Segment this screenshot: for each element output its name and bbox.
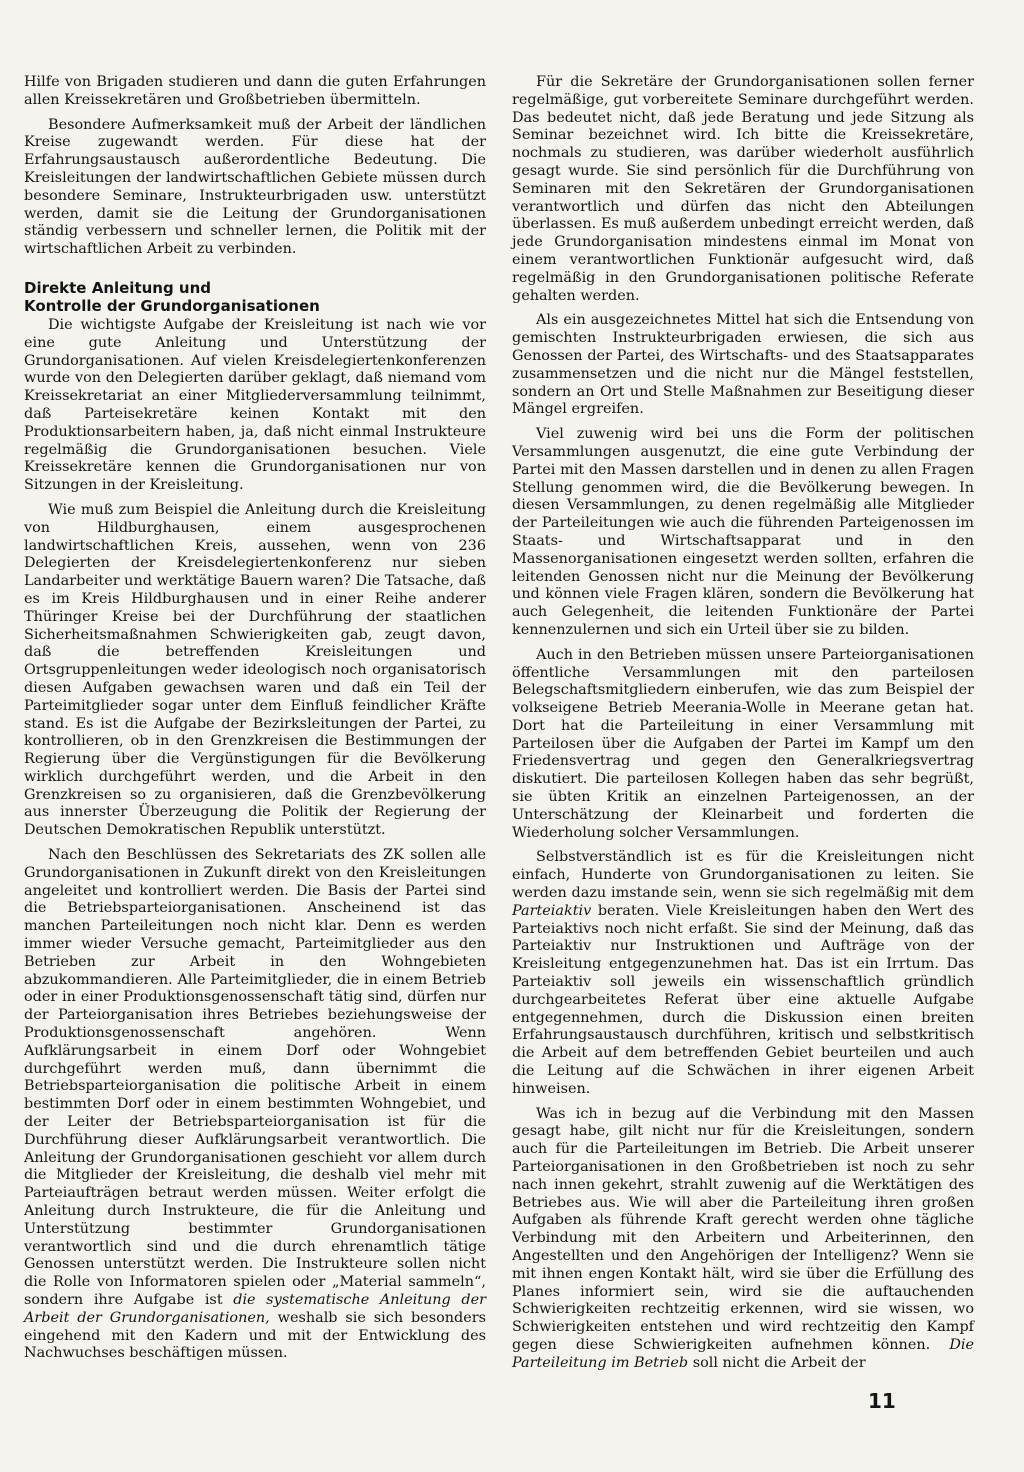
text-run: soll nicht die Arbeit der	[692, 1354, 866, 1371]
paragraph: Wie muß zum Beispiel die Anleitung durch die Kreisleitung von Hildburghausen, einem ausgesprochenen landwirtschaftlichen Kreis, aussehen, wenn von 236 Delegierten der Kreisdelegiertenkonferenz nur sieben Landarbeiter und werktätige Bauern waren? Die Tatsache, daß es im Kreis Hildburghausen und in einer Reihe anderer Thüringer Kreise bei der Durchführung der staatlichen Sicherheitsmaßnahmen Schwierigkeiten gab, zeugt davon, daß die betreffenden Kreisleitungen und Ortsgruppenleitungen weder ideologisch noch organisatorisch diesen Aufgaben gewachsen waren und daß ein Teil der Parteimitglieder sogar unter dem Einfluß feindlicher Kräfte stand. Es ist die Aufgabe der Bezirksleitungen der Partei, zu kontrollieren, ob in den Grenzkreisen die Bestimmungen der Regierung über die Vergünstigungen für die Bevölkerung wirklich durchgeführt werden, und die Arbeit in den Grenzkreisen so zu organisieren, daß die Grenzbevölkerung aus innerster Überzeugung die Politik der Regierung der Deutschen Demokratischen Republik unterstützt.	[24, 501, 486, 839]
section-heading	[24, 279, 486, 315]
right-column	[512, 74, 974, 1380]
paragraph: Viel zuwenig wird bei uns die Form der politischen Versammlungen ausgenutzt, die eine gute Verbindung der Partei mit den Massen darstellen und in denen zu allen Fragen Stellung genommen wird, die die Bevölkerung bewegen. In diesen Versammlungen, zu denen regelmäßig alle Mitglieder der Parteileitungen wie auch die führenden Parteigenossen im Staats- und Wirtschaftsapparat und in den Massenorganisationen eingesetzt werden sollten, erfahren die leitenden Genossen nicht nur die Meinung der Bevölkerung und können viele Fragen klären, sondern die Bevölkerung hat auch Gelegenheit, die leitenden Funktionäre der Partei kennenzulernen und sich ein Urteil über sie zu bilden.	[512, 426, 974, 638]
paragraph	[24, 847, 486, 1363]
text-run: beraten. Viele Kreisleitungen haben den Wert des Parteiaktivs noch nicht erfaßt. Sie sind der Meinung, daß das Parteiaktiv nur Instruktionen und Aufträge von der Kreisleitung entgegenzunehmen hat. Das ist ein Irrtum. Das Parteiaktiv soll jeweils ein wissenschaftlich gründlich durchgearbeitetes Referat über eine aktuelle Aufgabe entgegennehmen, durch die Diskussion einen breiten Erfahrungsaustausch durchführen, kritisch und selbstkritisch die Arbeit auf dem betreffenden Gebiet beurteilen und auch die Leitung auf die Schwächen in ihrer eigenen Arbeit hinweisen.	[512, 902, 974, 1097]
section-heading-line: Kontrolle der Grundorganisationen	[24, 296, 320, 315]
text-run: weshalb sie sich besonders eingehend mit den Kadern und mit der Entwicklung des Nachwuchses beschäftigen müssen.	[24, 1309, 487, 1362]
paragraph: Besondere Aufmerksamkeit muß der Arbeit der ländlichen Kreise zugewandt werden. Für diese hat der Erfahrungsaustausch außerordentliche Bedeutung. Die Kreisleitungen der landwirtschaftlichen Gebiete müssen durch besondere Seminare, Instrukteurbrigaden usw. unterstützt werden, damit sie die Leitung der Grundorganisationen ständig verbessern und schneller lernen, die Politik mit der wirtschaftlichen Arbeit zu verbinden.	[24, 116, 486, 258]
page-number: 11	[868, 1389, 896, 1413]
paragraph: Für die Sekretäre der Grundorganisationen sollen ferner regelmäßige, gut vorbereitete Seminare durchgeführt werden. Das bedeutet nicht, daß jede Beratung und jede Sitzung als Seminar bezeichnet wird. Ich bitte die Kreissekretäre, nochmals zu studieren, was darüber wiederholt ausführlich gesagt wurde. Sie sind persönlich für die Durchführung von Seminaren mit den Sekretären der Grundorganisationen verantwortlich und dürfen das nicht den Abteilungen überlassen. Es muß außerdem unbedingt erreicht werden, daß jede Grundorganisation mindestens einmal im Monat von einem verantwortlichen Funktionär aufgesucht wird, daß regelmäßig in den Grundorganisationen politische Referate gehalten werden.	[512, 74, 974, 304]
section-heading-line: Direkte Anleitung und	[24, 278, 212, 297]
emphasis: Die Parteileitung im Betrieb	[512, 1336, 974, 1371]
paragraph	[512, 1106, 974, 1373]
text-run: Was ich in bezug auf die Verbindung mit den Massen gesagt habe, gilt nicht nur für die Kreisleitungen, sondern auch für die Parteileitungen im Betrieb. Die Arbeit unserer Parteiorganisationen in den Großbetrieben ist noch zu sehr nach innen gekehrt, strahlt zuwenig auf die Werktätigen des Betriebes aus. Wie will aber die Parteileitung ihren großen Aufgaben als führende Kraft gerecht werden ohne tägliche Verbindung mit den Arbeitern und Arbeiterinnen, den Angestellten und den Angehörigen der Intelligenz? Wenn sie mit ihnen engen Kontakt hält, wird sie über die Erfüllung des Planes informiert sein, wird sie die auftauchenden Schwierigkeiten rechtzeitig erkennen, wird sie wissen, wo Schwierigkeiten entstehen und wird rechtzeitig den Kampf gegen diese Schwierigkeiten aufnehmen können.	[512, 1105, 974, 1353]
text-run: Selbstverständlich ist es für die Kreisleitungen nicht einfach, Hunderte von Grundorganisationen zu leiten. Sie werden dazu imstande sein, wenn sie sich regelmäßig mit dem	[512, 849, 974, 902]
emphasis: die systematische Anleitung der Arbeit der Grundorganisationen,	[24, 1292, 486, 1326]
text-run: Nach den Beschlüssen des Sekretariats des ZK sollen alle Grundorganisationen in Zukunft direkt von den Kreisleitungen angeleitet und kontrolliert werden. Die Basis der Partei sind die Betriebsparteiorganisationen. Anscheinend ist das manchen Parteileitungen noch nicht klar. Denn es werden immer wieder Versuche gemacht, Parteimitglieder aus den Betrieben zur Arbeit in den Wohngebieten abzukommandieren. Alle Parteimitglieder, die in einem Betrieb oder in einer Produktionsgenossenschaft tätig sind, dürfen nur der Parteiorganisation ihres Betriebes beziehungsweise der Produktionsgenossenschaft angehören. Wenn Aufklärungsarbeit in einem Dorf oder Wohngebiet durchgeführt werden muß, dann übernimmt die Betriebsparteiorganisation die politische Arbeit in einem bestimmten Dorf oder in einem bestimmten Wohngebiet, und der Leiter der Betriebsparteiorganisation ist für die Durchführung dieser Aufklärungsarbeit verantwortlich. Die Anleitung der Grundorganisationen geschieht vor allem durch die Mitglieder der Kreisleitung, die deshalb viel mehr mit Parteiaufträgen betraut werden müssen. Weiter erfolgt die Anleitung durch Instrukteure, die für die Anleitung und Unterstützung bestimmter Grundorganisationen verantwortlich sind und die durch ehrenamtlich tätige Genossen unterstützt werden. Die Instrukteure sollen nicht die Rolle von Informatoren spielen oder „Material sammeln“, sondern ihre Aufgabe ist	[24, 847, 486, 1308]
left-column	[24, 74, 486, 1370]
paragraph	[512, 849, 974, 1098]
paragraph: Auch in den Betrieben müssen unsere Parteiorganisationen öffentliche Versammlungen mit den parteilosen Belegschaftsmitgliedern einberufen, wie das zum Beispiel der volkseigene Betrieb Meerania-Wolle in Meerane getan hat. Dort hat die Parteileitung in einer Versammlung mit Parteilosen über die Aufgaben der Partei im Kampf um den Friedensvertrag und gegen den Generalkriegsvertrag diskutiert. Die parteilosen Kollegen haben das sehr begrüßt, sie übten Kritik an einzelnen Parteigenossen, an der Unterschätzung der Kleinarbeit und forderten die Wiederholung solcher Versammlungen.	[512, 646, 974, 841]
emphasis: Parteiaktiv	[512, 902, 592, 919]
paragraph: Als ein ausgezeichnetes Mittel hat sich die Entsendung von gemischten Instrukteurbrigaden erwiesen, die sich aus Genossen der Partei, des Wirtschafts- und des Staatsapparates zusammensetzen und die nicht nur die Mängel feststellen, sondern an Ort und Stelle Maßnahmen zur Beseitigung dieser Mängel ergreifen.	[512, 312, 974, 418]
paragraph: Hilfe von Brigaden studieren und dann die guten Erfahrungen allen Kreissekretären und Großbetrieben übermitteln.	[24, 74, 486, 108]
paragraph: Die wichtigste Aufgabe der Kreisleitung ist nach wie vor eine gute Anleitung und Unterstützung der Grundorganisationen. Auf vielen Kreisdelegiertenkonferenzen wurde von den Delegierten darüber geklagt, daß niemand vom Kreissekretariat an einer Mitgliederversammlung teilnimmt, daß Parteisekretäre keinen Kontakt mit den Produktionsarbeitern haben, ja, daß nicht einmal Instrukteure regelmäßig die Grundorganisationen besuchen. Viele Kreissekretäre kennen die Grundorganisationen nur von Sitzungen in der Kreisleitung.	[24, 316, 486, 494]
